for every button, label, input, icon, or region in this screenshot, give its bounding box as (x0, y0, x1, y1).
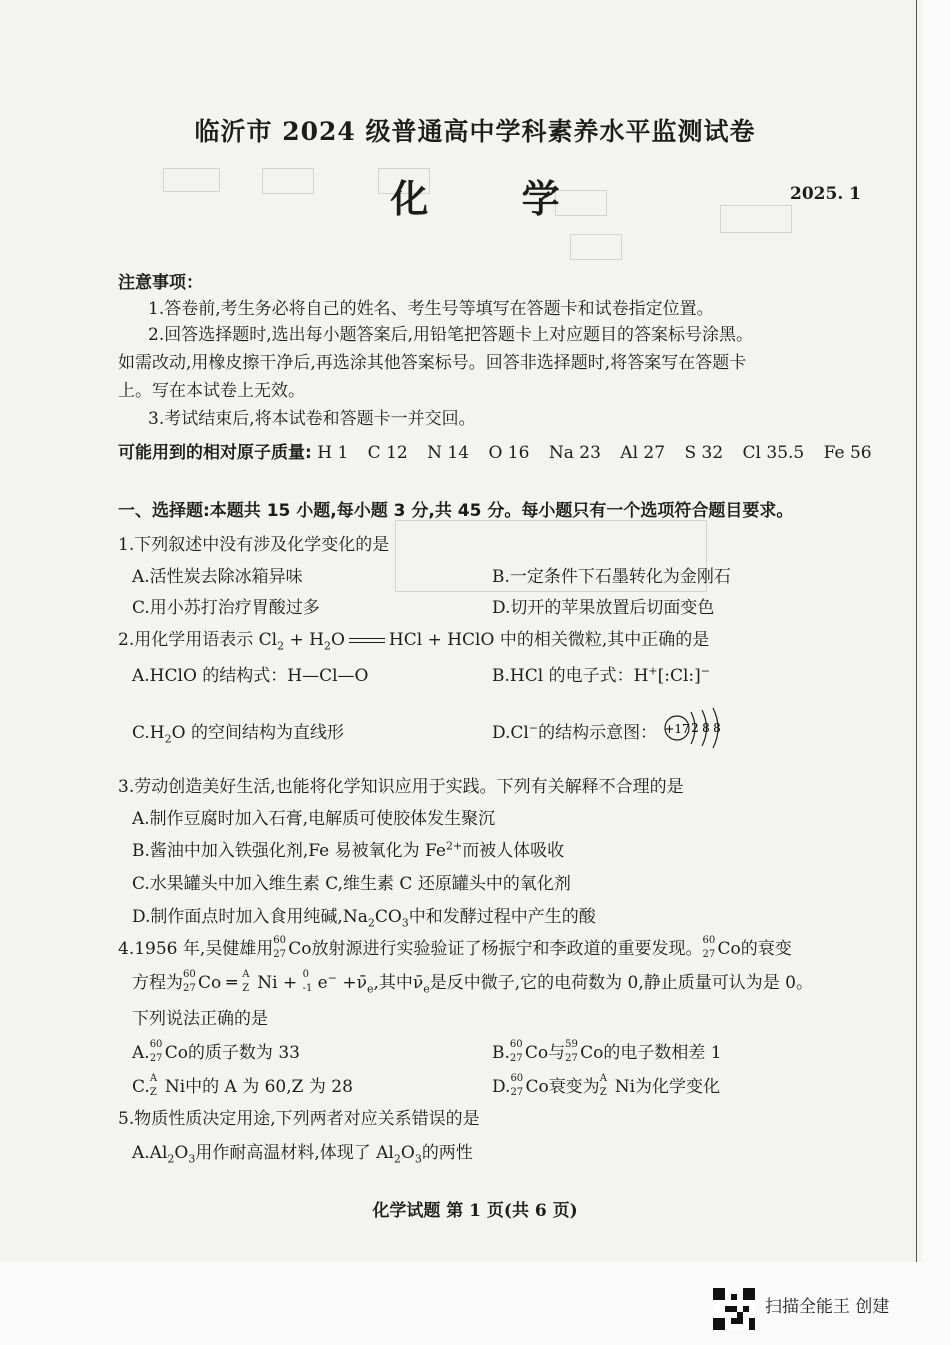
question-2-option-a: A.HClO 的结构式：H—Cl—O (132, 666, 369, 686)
note-3: 3.考试结束后,将本试卷和答题卡一并交回。 (148, 409, 476, 429)
mass-item: N 14 (427, 443, 470, 463)
note-2: 2.回答选择题时,选出每小题答案后,用铅笔把答题卡上对应题目的答案标号涂黑。 (148, 325, 754, 345)
shell-electron-count: 2 (691, 721, 699, 735)
shell-electron-count: 8 (702, 721, 710, 735)
note-2-cont: 如需改动,用橡皮擦干净后,再选涂其他答案标号。回答非选择题时,将答案写在答题卡 (118, 353, 747, 373)
mass-item: C 12 (367, 443, 408, 463)
mass-item: S 32 (684, 443, 724, 463)
mass-item: Na 23 (548, 443, 601, 463)
atomic-mass-row (118, 438, 886, 463)
exam-date: 2025. 1 (790, 184, 861, 204)
shell-electron-count: 8 (713, 721, 721, 735)
mass-item: Al 27 (620, 443, 666, 463)
question-2-option-b: B.HCl 的电子式：H+[:Cl:]− (492, 664, 711, 686)
mass-item: Fe 56 (823, 443, 872, 463)
nucleus-charge: +17 (664, 722, 690, 736)
nuclide-co60: 60 27 Co (702, 935, 741, 960)
question-1-option-a: A.活性炭去除冰箱异味 (132, 567, 303, 587)
qr-code-icon (713, 1288, 755, 1330)
subject-title: 化 学 (390, 176, 600, 221)
question-4-stem-line-2: 方程为 60 27 Co ═ A Z Ni + 0 -1 $e^- +\nū_e$,其中$\nū_e$是反中微子,它的电荷数为 0,静止质量可认为是 0。 (132, 969, 813, 996)
page-footer: 化学试题 第 1 页(共 6 页) (372, 1201, 578, 1221)
question-4-stem-line-3: 下列说法正确的是 (132, 1009, 268, 1029)
mass-item: Cl 35.5 (742, 443, 805, 463)
nuclide-co60: 60 27 Co (273, 935, 312, 960)
atomic-mass-label: 可能用到的相对原子质量: (118, 443, 312, 463)
question-2-option-d: D.Cl−的结构示意图： (492, 721, 658, 743)
notes-heading: 注意事项： (118, 273, 203, 293)
question-3-option-a: A.制作豆腐时加入石膏,电解质可使胶体发生聚沉 (132, 809, 496, 829)
note-1: 1.答卷前,考生务必将自己的姓名、考生号等填写在答题卡和试卷指定位置。 (148, 299, 714, 319)
question-2-stem: 2.用化学用语表示 $Cl_2 + H_2O$ HCl + HClO 中的相关微粒,其中正确的是 (118, 630, 710, 653)
question-3-option-c: C.水果罐头中加入维生素 C,维生素 C 还原罐头中的氧化剂 (132, 874, 571, 894)
question-2-option-c: $C.H_2O$ 的空间结构为直线形 (132, 723, 344, 746)
question-1-option-d: D.切开的苹果放置后切面变色 (492, 598, 715, 618)
question-3-option-b: B.酱油中加入铁强化剂,Fe 易被氧化为 $Fe^{2+}$而被人体吸收 (132, 839, 565, 861)
section-1-heading: 一、选择题:本题共 15 小题,每小题 3 分,共 45 分。每小题只有一个选项符合题目要求。 (118, 501, 794, 521)
question-4-option-a: A. 60 27 Co的质子数为 33 (132, 1039, 300, 1064)
question-1-option-c: C.用小苏打治疗胃酸过多 (132, 598, 320, 618)
mass-item: H 1 (317, 443, 349, 463)
question-5-option-a: $A.Al_2O_3$用作耐高温材料,体现了 $Al_2O_3$的两性 (132, 1143, 473, 1166)
note-2-end: 上。写在本试卷上无效。 (118, 381, 305, 401)
mass-item: O 16 (488, 443, 530, 463)
question-1-stem: 1.下列叙述中没有涉及化学变化的是 (118, 535, 390, 555)
question-4-option-b: B. 60 27 Co与 59 27 Co的电子数相差 1 (492, 1039, 722, 1064)
question-1-option-b: B.一定条件下石墨转化为金刚石 (492, 567, 731, 587)
question-3-option-d: D.制作面点时加入食用纯碱$,Na_2CO_3$中和发酵过程中产生的酸 (132, 907, 596, 930)
bleed-through-box (570, 234, 622, 260)
question-4-stem-line-1: 4.1956 年,吴健雄用 60 27 Co放射源进行实验验证了杨振宁和李政道的重要发现。 60 27 Co的衰变 (118, 935, 792, 960)
chlorine-ion-structure-diagram (662, 706, 732, 750)
question-5-stem: 5.物质性质决定用途,下列两者对应关系错误的是 (118, 1109, 480, 1129)
question-4-option-c: C. A Z Ni中的 A 为 60,Z 为 28 (132, 1073, 353, 1098)
question-4-option-d: D. 60 27 Co衰变为 A Z Ni为化学变化 (492, 1073, 720, 1098)
question-3-stem: 3.劳动创造美好生活,也能将化学知识应用于实践。下列有关解释不合理的是 (118, 777, 684, 797)
exam-title: 临沂市 2024 级普通高中学科素养水平监测试卷 (194, 117, 756, 146)
scanner-watermark: 扫描全能王 创建 (765, 1297, 890, 1317)
equilibrium-arrow (349, 638, 385, 643)
